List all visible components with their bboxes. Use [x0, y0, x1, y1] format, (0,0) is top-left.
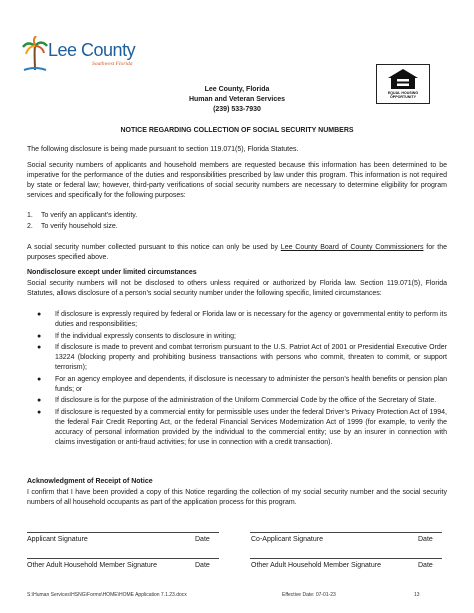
equal-housing-text: EQUAL HOUSING OPPORTUNITY: [387, 91, 419, 100]
footer-effective-date: Effective Date: 07-01-23: [282, 592, 336, 598]
palm-tree-icon: [22, 36, 48, 72]
applicant-signature-line[interactable]: [27, 532, 219, 533]
list-item: ● If disclosure is made to prevent and combat terrorism pursuant to the U.S. Patriot Act of 2001 or Presidential Executive Order 13224 (blocking property and prohibiting business transactions with persons who commit, threaten to commit, or support terrorism);: [37, 344, 447, 371]
co-applicant-date-label: Date: [418, 536, 433, 543]
co-applicant-signature-line[interactable]: [250, 532, 442, 533]
list-item: ● If disclosure is expressly required by federal or Florida law or is necessary for the agency or governmental entity to perform its duties and responsibilities;: [37, 311, 447, 328]
nondisclosure-heading: Nondisclosure except under limited circumstances: [27, 269, 197, 276]
lee-county-logo: [22, 36, 152, 74]
acknowledgment-paragraph: I confirm that I have been provided a copy of this Notice regarding the collection of my social security number and the social security numbers of all household occupants as part of the application process for this program.: [27, 489, 447, 506]
purpose-list: [27, 210, 137, 232]
county-board-name: Lee County Board of County Commissioners: [280, 244, 424, 251]
other-member-1-signature-label: Other Adult Household Member Signature: [27, 562, 157, 569]
other-member-2-signature-line[interactable]: [250, 558, 442, 559]
bullet-icon: ●: [37, 332, 42, 340]
phone-number: (239) 533-7930: [213, 106, 261, 113]
purpose-paragraph: Social security numbers of applicants and household members are requested because this information has been determined to be imperative for the performance of the duties and responsibilities prescribed by law under this program. This information is not required by state or federal law; however, third-party verifications of social security numbers are necessary to determine eligibility for program services and specifically for the following purposes:: [27, 162, 447, 199]
other-member-1-signature-line[interactable]: [27, 558, 219, 559]
list-item: 1. To verify an applicant’s identity.: [27, 212, 138, 219]
list-item: ● If disclosure is requested by a commercial entity for permissible uses under the federal Driver’s Privacy Protection Act of 1994, the federal Fair Credit Reporting Act, or the federal Financial Services Modernization Act of 1999 (for example, to verify the accuracy of personal information provided by the individual to the commercial entity; use by an insurer in connection with claims investigation or anti-fraud activities; for use in connection with a credit transaction).: [37, 408, 447, 446]
other-member-2-signature-label: Other Adult Household Member Signature: [251, 562, 381, 569]
bullet-icon: ●: [37, 375, 42, 383]
applicant-date-label: Date: [195, 536, 210, 543]
list-item: ● For an agency employee and dependents, if disclosure is necessary to administer the person’s health benefits or pension plan funds; or: [37, 375, 447, 393]
logo-tagline: Southwest Florida: [92, 61, 133, 67]
list-item: ● If the individual expressly consents to disclosure in writing;: [37, 332, 236, 340]
notice-title: NOTICE REGARDING COLLECTION OF SOCIAL SECURITY NUMBERS: [120, 127, 354, 134]
acknowledgment-heading: Acknowledgment of Receipt of Notice: [27, 478, 153, 485]
intro-paragraph: The following disclosure is being made pursuant to section 119.071(5), Florida Statutes.: [27, 146, 299, 153]
department-name: Human and Veteran Services: [188, 96, 286, 103]
nondisclosure-paragraph: Social security numbers will not be disclosed to others unless required or authorized by Florida law. Section 119.071(5), Florida Statutes, allows disclosure of a person’s social security number under the following specific, limited circumstances:: [27, 280, 447, 297]
bullet-icon: ●: [37, 408, 42, 416]
applicant-signature-label: Applicant Signature: [27, 536, 88, 543]
bullet-icon: ●: [37, 397, 42, 404]
co-applicant-signature-label: Co-Applicant Signature: [251, 536, 323, 543]
use-paragraph: A social security number collected pursuant to this notice can only be used by Lee County Board of County Commissioners for the purposes specified above.: [27, 244, 447, 261]
list-item: ● If disclosure is for the purpose of the administration of the Uniform Commercial Code by the office of the Secretary of State.: [37, 397, 437, 404]
other-member-1-date-label: Date: [195, 562, 210, 569]
other-member-2-date-label: Date: [418, 562, 433, 569]
bullet-icon: ●: [37, 311, 42, 318]
logo-name: Lee County: [48, 40, 136, 60]
circumstances-list: [27, 310, 447, 449]
bullet-icon: ●: [37, 344, 42, 351]
page-number: 13: [414, 592, 420, 598]
list-item: 2. To verify household size.: [27, 223, 118, 230]
footer-file-path: S:\Human Services\HSNG\Forms\HOME\HOME Application 7.1.23.docx: [27, 592, 187, 598]
org-name: Lee County, Florida: [204, 86, 270, 93]
